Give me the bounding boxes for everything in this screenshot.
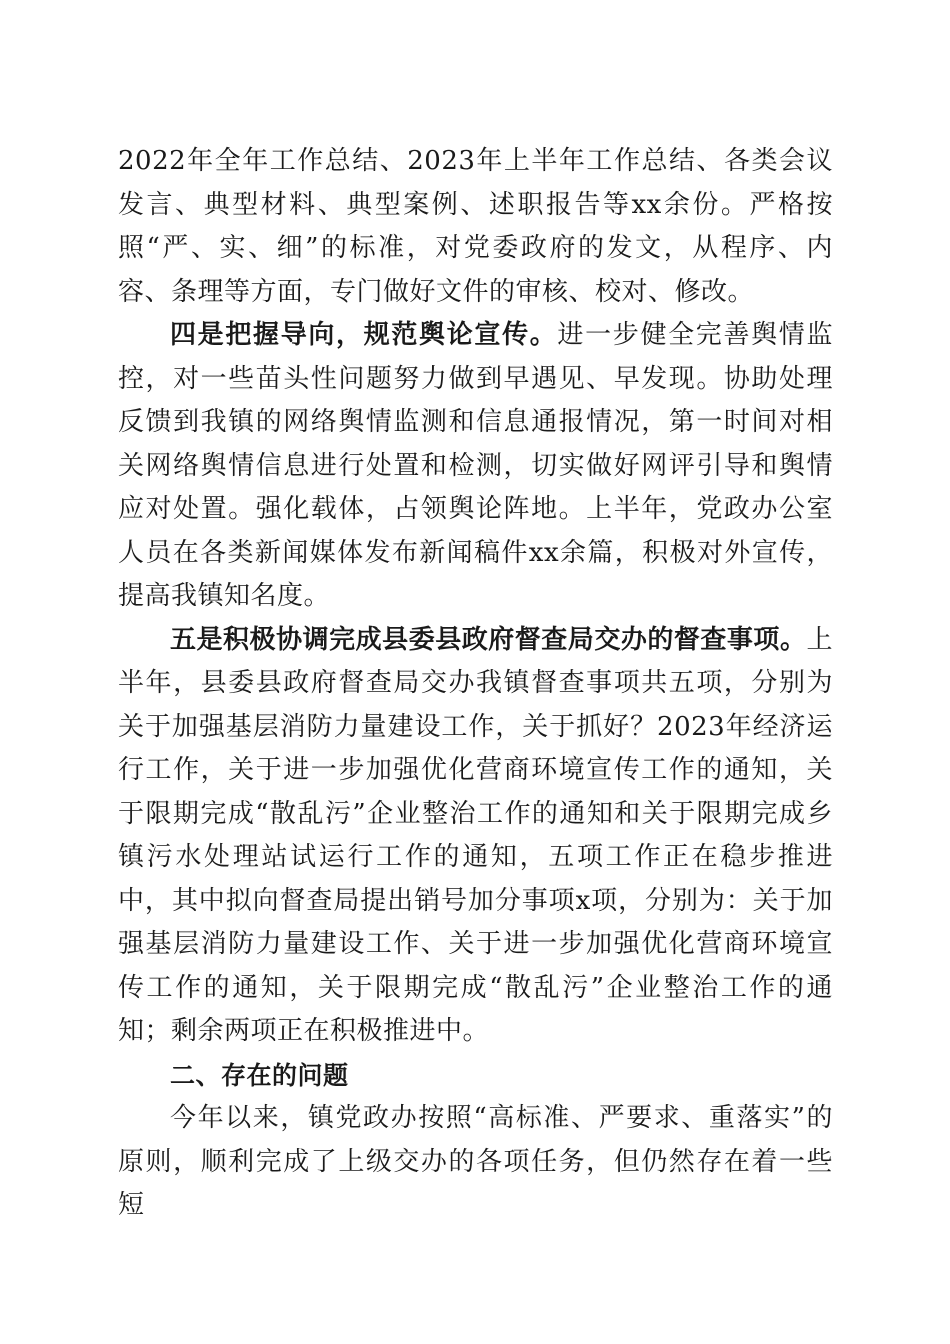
paragraph-continued: [118, 140, 833, 314]
paragraph-text: 今年以来，镇党政办按照“高标准、严要求、重落实”的原则，顺利完成了上级交办的各项任务，但仍然存在着一些短: [118, 1103, 833, 1220]
paragraph-lead-heading: 五是积极协调完成县委县政府督查局交办的督查事项。: [170, 624, 807, 655]
paragraph-public-opinion: [118, 314, 833, 619]
paragraph-text: 上半年，县委县政府督查局交办我镇督查事项共五项，分别为关于加强基层消防力量建设工作，关于抓好？2023年经济运行工作，关于进一步加强优化营商环境宣传工作的通知，关于限期完成“散乱污”企业整治工作的通知和关于限期完成乡镇污水处理站试运行工作的通知，五项工作正在稳步推进中，其中拟向督查局提出销号加分事项x项，分别为：关于加强基层消防力量建设工作、关于进一步加强优化营商环境宣传工作的通知，关于限期完成“散乱污”企业整治工作的通知；剩余两项正在积极推进中。: [118, 624, 833, 1046]
paragraph-lead-heading: 四是把握导向，规范舆论宣传。: [170, 320, 558, 350]
paragraph-supervision: [118, 619, 833, 1054]
paragraph-closing: [118, 1097, 833, 1228]
section-heading: 二、存在的问题: [170, 1060, 349, 1090]
paragraph-text: 2022年全年工作总结、2023年上半年工作总结、各类会议发言、典型材料、典型案例、述职报告等xx余份。严格按照“严、实、细”的标准，对党委政府的发文，从程序、内容、条理等方面，专门做好文件的审核、校对、修改。: [118, 146, 833, 307]
paragraph-text: 进一步健全完善舆情监控，对一些苗头性问题努力做到早遇见、早发现。协助处理反馈到我镇的网络舆情监测和信息通报情况，第一时间对相关网络舆情信息进行处置和检测，切实做好网评引导和舆情应对处置。强化载体，占领舆论阵地。上半年，党政办公室人员在各类新闻媒体发布新闻稿件xx余篇，积极对外宣传，提高我镇知名度。: [118, 320, 833, 611]
document-body: [118, 140, 833, 1228]
